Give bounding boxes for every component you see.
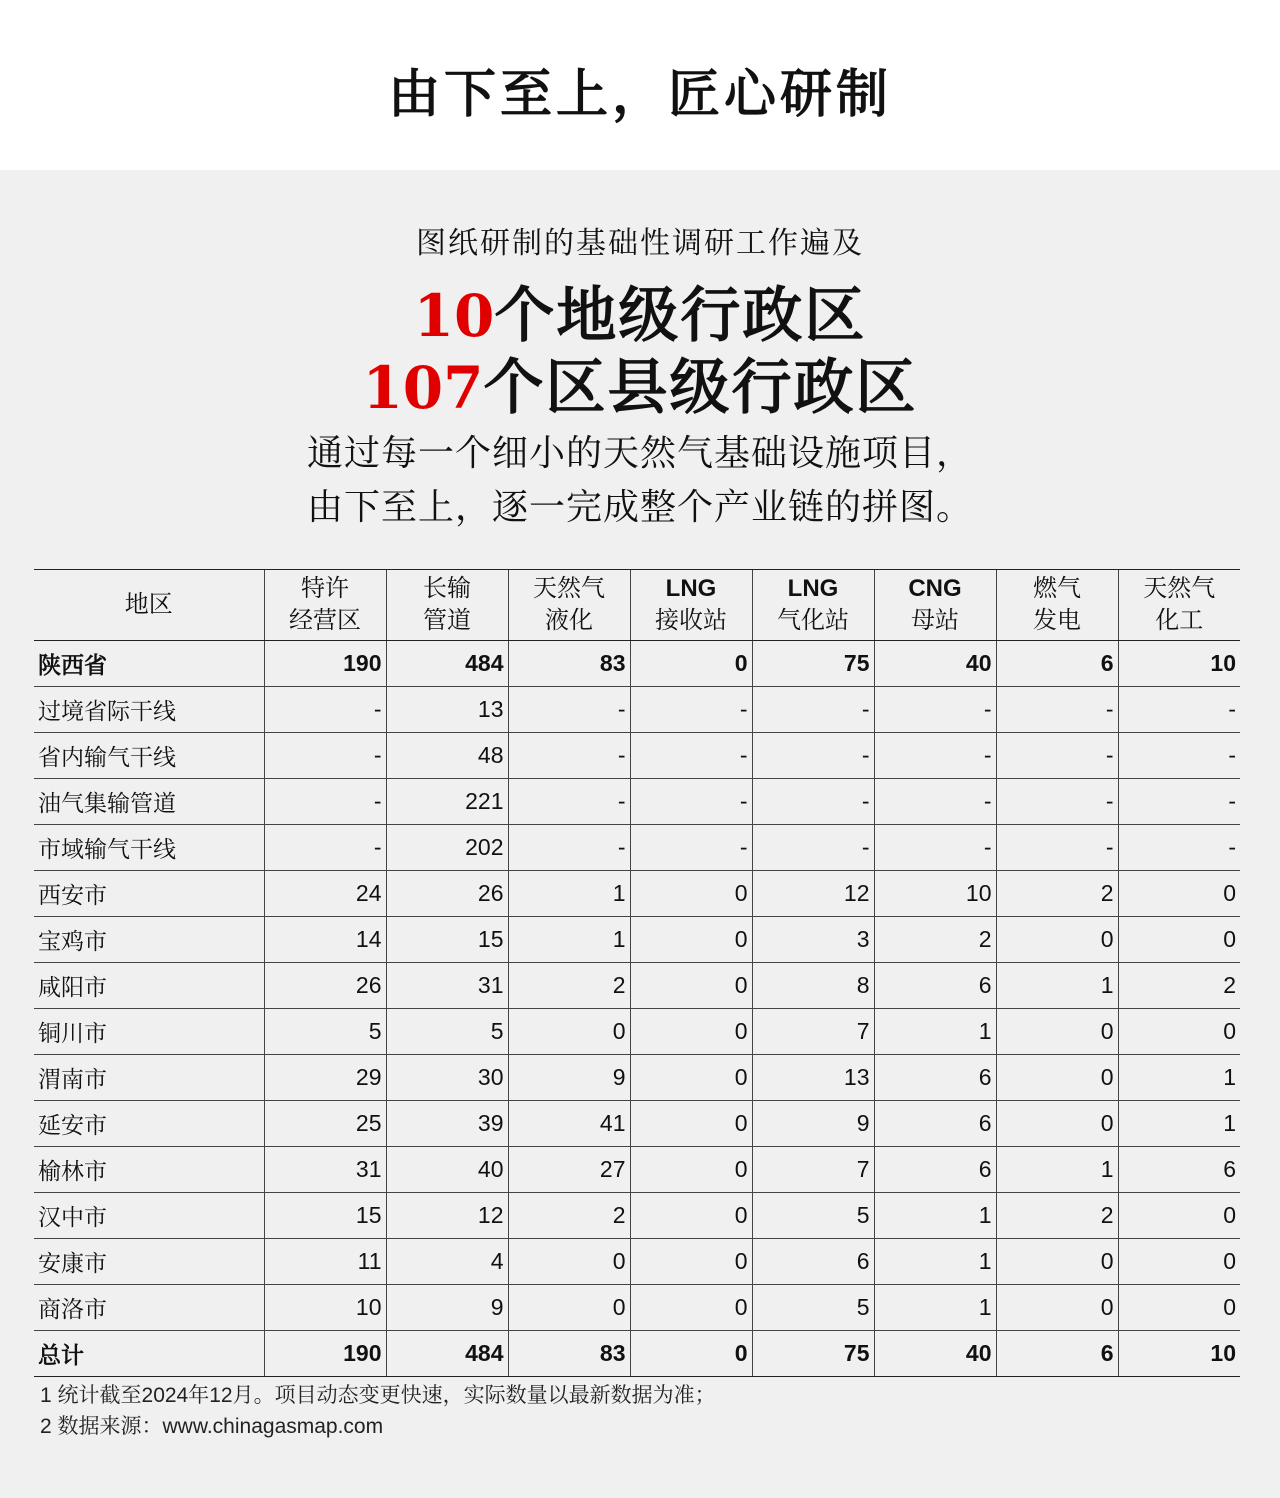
table-cell: 0: [630, 1147, 752, 1193]
table-cell: -: [1118, 825, 1240, 871]
table-cell: 14: [264, 917, 386, 963]
table-cell: 190: [264, 641, 386, 687]
table-cell: 0: [630, 1193, 752, 1239]
table-cell: 0: [630, 871, 752, 917]
table-cell: 5: [752, 1285, 874, 1331]
table-cell: 7: [752, 1147, 874, 1193]
table-cell: 26: [264, 963, 386, 1009]
table-cell: -: [264, 779, 386, 825]
table-cell: 0: [630, 1055, 752, 1101]
table-cell: 5: [752, 1193, 874, 1239]
table-cell: -: [264, 687, 386, 733]
table-cell: -: [996, 687, 1118, 733]
table-cell: 0: [1118, 1009, 1240, 1055]
table-cell: -: [752, 687, 874, 733]
table-cell: -: [1118, 779, 1240, 825]
table-cell: 0: [996, 1055, 1118, 1101]
region-name: 榆林市: [34, 1147, 264, 1193]
col-header-lng-gasification: LNG 气化站: [752, 570, 874, 641]
table-cell: 0: [630, 641, 752, 687]
table-cell: 0: [630, 1009, 752, 1055]
table-cell: 190: [264, 1331, 386, 1377]
stats-table: [34, 569, 1240, 1377]
region-name: 省内输气干线: [34, 733, 264, 779]
region-name: 总计: [34, 1331, 264, 1377]
table-cell: 1: [874, 1193, 996, 1239]
region-name: 西安市: [34, 871, 264, 917]
table-cell: -: [508, 687, 630, 733]
footnote-2: 2 数据来源：www.chinagasmap.com: [40, 1415, 384, 1438]
table-cell: 10: [264, 1285, 386, 1331]
table-cell: 29: [264, 1055, 386, 1101]
table-row: [34, 779, 1240, 825]
table-cell: -: [874, 733, 996, 779]
headline-prefecture: [0, 280, 1280, 352]
table-cell: 484: [386, 1331, 508, 1377]
table-cell: 0: [996, 1009, 1118, 1055]
table-row: [34, 687, 1240, 733]
table-cell: 6: [996, 1331, 1118, 1377]
table-cell: -: [630, 779, 752, 825]
table-cell: 0: [996, 917, 1118, 963]
table-row: [34, 1055, 1240, 1101]
intro-lead: 图纸研制的基础性调研工作遍及: [416, 226, 864, 261]
table-cell: 0: [630, 917, 752, 963]
table-cell: 0: [1118, 1285, 1240, 1331]
table-cell: 0: [508, 1285, 630, 1331]
table-cell: -: [264, 825, 386, 871]
col-header-franchise: 特许 经营区: [264, 570, 386, 641]
table-cell: 0: [1118, 1193, 1240, 1239]
table-cell: 9: [386, 1285, 508, 1331]
table-row: [34, 871, 1240, 917]
table-cell: 6: [752, 1239, 874, 1285]
table-row: [34, 1147, 1240, 1193]
table-cell: 26: [386, 871, 508, 917]
table-cell: 24: [264, 871, 386, 917]
table-cell: 0: [1118, 871, 1240, 917]
table-cell: 30: [386, 1055, 508, 1101]
table-cell: 6: [996, 641, 1118, 687]
table-cell: -: [874, 825, 996, 871]
table-cell: 2: [508, 963, 630, 1009]
table-row: [34, 917, 1240, 963]
table-cell: 15: [264, 1193, 386, 1239]
table-cell: 484: [386, 641, 508, 687]
table-cell: 27: [508, 1147, 630, 1193]
region-name: 商洛市: [34, 1285, 264, 1331]
table-cell: 1: [996, 1147, 1118, 1193]
table-cell: 1: [874, 1239, 996, 1285]
region-name: 铜川市: [34, 1009, 264, 1055]
prefecture-label: 个地级行政区: [494, 281, 867, 351]
region-name: 宝鸡市: [34, 917, 264, 963]
table-cell: 0: [508, 1009, 630, 1055]
col-header-gas-power: 燃气 发电: [996, 570, 1118, 641]
table-cell: 10: [1118, 1331, 1240, 1377]
table-cell: 7: [752, 1009, 874, 1055]
table-cell: 9: [752, 1101, 874, 1147]
county-label: 个区县级行政区: [483, 353, 918, 423]
county-count: 107: [362, 354, 484, 422]
table-cell: 4: [386, 1239, 508, 1285]
table-cell: 8: [752, 963, 874, 1009]
table-cell: -: [996, 779, 1118, 825]
table-cell: 31: [386, 963, 508, 1009]
footnotes: [40, 1380, 716, 1442]
table-cell: 1: [1118, 1101, 1240, 1147]
table-cell: 15: [386, 917, 508, 963]
table-cell: -: [630, 687, 752, 733]
table-cell: -: [874, 779, 996, 825]
region-name: 陕西省: [34, 641, 264, 687]
table-cell: -: [508, 825, 630, 871]
table-cell: 0: [1118, 1239, 1240, 1285]
table-cell: 13: [386, 687, 508, 733]
intro-section: [0, 218, 1280, 532]
table-cell: 10: [874, 871, 996, 917]
table-cell: 48: [386, 733, 508, 779]
region-name: 延安市: [34, 1101, 264, 1147]
table-cell: 1: [1118, 1055, 1240, 1101]
region-name: 油气集输管道: [34, 779, 264, 825]
table-cell: 40: [386, 1147, 508, 1193]
table-cell: -: [630, 825, 752, 871]
prefecture-count: 10: [413, 282, 495, 350]
table-cell: -: [630, 733, 752, 779]
table-cell: 0: [630, 1239, 752, 1285]
table-cell: 1: [996, 963, 1118, 1009]
table-cell: 6: [874, 963, 996, 1009]
table-cell: 75: [752, 1331, 874, 1377]
region-name: 过境省际干线: [34, 687, 264, 733]
table-cell: 31: [264, 1147, 386, 1193]
table-cell: 0: [630, 963, 752, 1009]
table-cell: 12: [386, 1193, 508, 1239]
table-row: [34, 1009, 1240, 1055]
table-cell: 2: [508, 1193, 630, 1239]
table-cell: 202: [386, 825, 508, 871]
table-cell: 221: [386, 779, 508, 825]
table-cell: 25: [264, 1101, 386, 1147]
table-cell: 75: [752, 641, 874, 687]
table-row: [34, 1331, 1240, 1377]
table-cell: -: [508, 779, 630, 825]
table-cell: 2: [1118, 963, 1240, 1009]
table-row: [34, 1193, 1240, 1239]
table-cell: 1: [874, 1285, 996, 1331]
table-cell: 83: [508, 1331, 630, 1377]
table-cell: 40: [874, 1331, 996, 1377]
table-cell: 2: [996, 871, 1118, 917]
region-name: 汉中市: [34, 1193, 264, 1239]
table-row: [34, 1285, 1240, 1331]
table-cell: 2: [996, 1193, 1118, 1239]
region-name: 咸阳市: [34, 963, 264, 1009]
table-cell: 3: [752, 917, 874, 963]
region-name: 市域输气干线: [34, 825, 264, 871]
table-cell: 6: [874, 1055, 996, 1101]
table-cell: 6: [874, 1101, 996, 1147]
table-cell: 0: [996, 1239, 1118, 1285]
region-name: 渭南市: [34, 1055, 264, 1101]
col-header-cng-mother: CNG 母站: [874, 570, 996, 641]
table-header-row: [34, 570, 1240, 641]
table-cell: 13: [752, 1055, 874, 1101]
col-header-liquefaction: 天然气 液化: [508, 570, 630, 641]
table-cell: 1: [874, 1009, 996, 1055]
header: [0, 0, 1280, 170]
table-cell: 12: [752, 871, 874, 917]
table-cell: 1: [508, 917, 630, 963]
table-row: [34, 641, 1240, 687]
table-row: [34, 733, 1240, 779]
table-cell: -: [752, 779, 874, 825]
table-cell: 6: [874, 1147, 996, 1193]
page-title: 由下至上，匠心研制: [387, 64, 892, 125]
table-cell: 9: [508, 1055, 630, 1101]
headline-county: [0, 352, 1280, 424]
col-header-lng-terminal: LNG 接收站: [630, 570, 752, 641]
table-cell: -: [1118, 687, 1240, 733]
table-cell: 6: [1118, 1147, 1240, 1193]
table-cell: 11: [264, 1239, 386, 1285]
intro-desc-1: 通过每一个细小的天然气基础设施项目，: [306, 433, 973, 474]
table-cell: 0: [508, 1239, 630, 1285]
table-cell: -: [996, 733, 1118, 779]
table-cell: 39: [386, 1101, 508, 1147]
table-cell: 0: [1118, 917, 1240, 963]
table-cell: 83: [508, 641, 630, 687]
table-cell: -: [752, 825, 874, 871]
intro-desc-2: 由下至上，逐一完成整个产业链的拼图。: [306, 487, 973, 528]
col-header-gas-chemical: 天然气 化工: [1118, 570, 1240, 641]
table-cell: 5: [264, 1009, 386, 1055]
table-row: [34, 963, 1240, 1009]
table-cell: 0: [630, 1331, 752, 1377]
table-cell: -: [996, 825, 1118, 871]
table-row: [34, 825, 1240, 871]
table-cell: -: [1118, 733, 1240, 779]
table-row: [34, 1239, 1240, 1285]
table-cell: 2: [874, 917, 996, 963]
table-cell: 40: [874, 641, 996, 687]
col-header-pipeline: 长输 管道: [386, 570, 508, 641]
table-cell: 0: [630, 1101, 752, 1147]
table-cell: 1: [508, 871, 630, 917]
table-cell: 41: [508, 1101, 630, 1147]
table-cell: 0: [630, 1285, 752, 1331]
table-cell: -: [752, 733, 874, 779]
table-cell: 5: [386, 1009, 508, 1055]
table-cell: 0: [996, 1101, 1118, 1147]
table-cell: -: [264, 733, 386, 779]
col-header-region: 地区: [34, 570, 264, 641]
table-row: [34, 1101, 1240, 1147]
footnote-1: 1 统计截至2024年12月。项目动态变更快速，实际数量以最新数据为准；: [40, 1384, 716, 1407]
table-cell: 0: [996, 1285, 1118, 1331]
table-cell: -: [508, 733, 630, 779]
table-cell: -: [874, 687, 996, 733]
region-name: 安康市: [34, 1239, 264, 1285]
table-cell: 10: [1118, 641, 1240, 687]
